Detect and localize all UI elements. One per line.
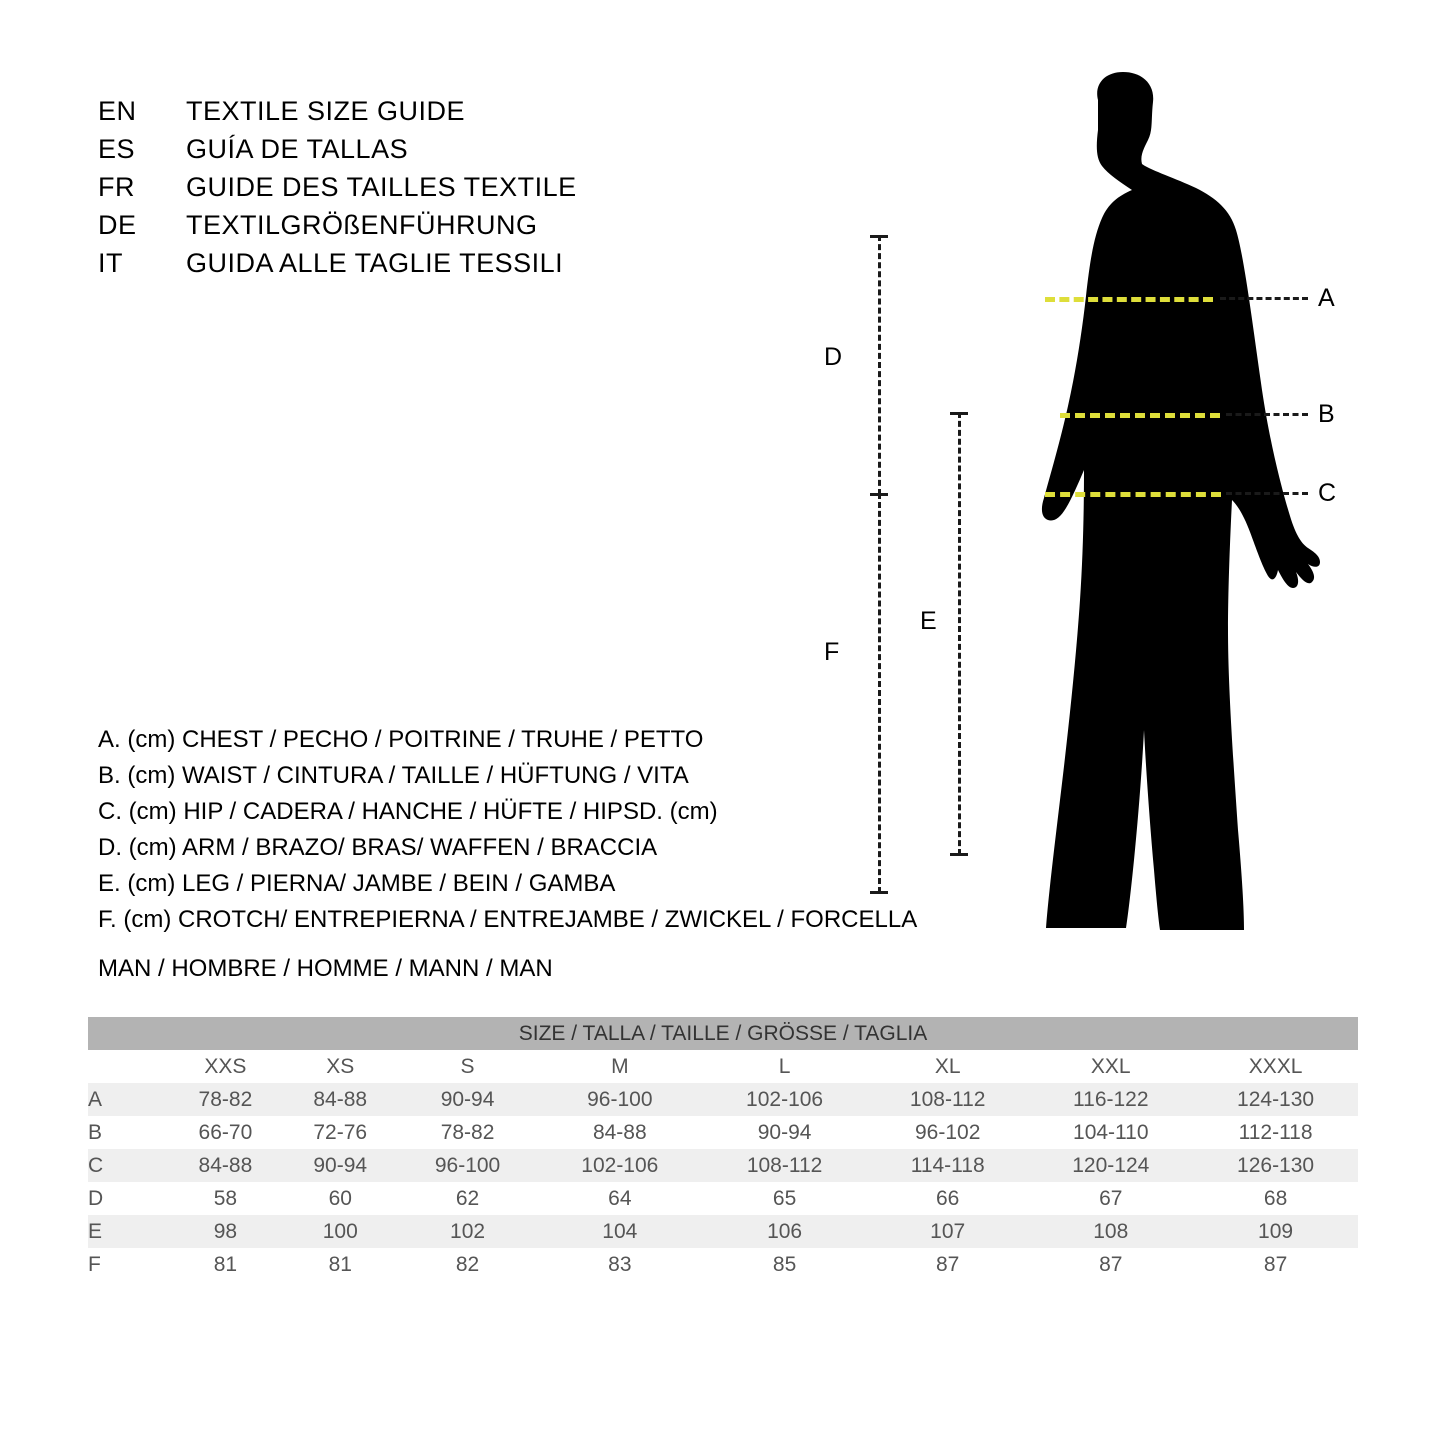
cell-c-s: 96-100 <box>398 1149 538 1182</box>
cell-e-l: 106 <box>702 1215 867 1248</box>
size-header-xs: XS <box>283 1050 398 1083</box>
size-table <box>88 1017 1358 1281</box>
cell-e-s: 102 <box>398 1215 538 1248</box>
row-label-d: D <box>88 1182 168 1215</box>
title-text-it: GUIDA ALLE TAGLIE TESSILI <box>186 248 564 278</box>
cell-d-xs: 60 <box>283 1182 398 1215</box>
cell-c-xxs: 84-88 <box>168 1149 283 1182</box>
dimension-d-label: D <box>824 343 843 371</box>
title-lang-it: IT <box>98 248 123 278</box>
title-lang-es: ES <box>98 134 136 164</box>
row-label-c: C <box>88 1149 168 1182</box>
dimension-f-label: F <box>824 638 840 666</box>
cell-d-xxs: 58 <box>168 1182 283 1215</box>
waist-leader <box>1226 413 1308 416</box>
title-row <box>98 92 718 130</box>
arm-dimension-line <box>878 235 881 495</box>
row-label-e: E <box>88 1215 168 1248</box>
cell-f-xxl: 87 <box>1028 1248 1193 1281</box>
title-row <box>98 130 718 168</box>
cell-a-xxxl: 124-130 <box>1193 1083 1358 1116</box>
leg-dimension-line <box>958 412 961 855</box>
table-row <box>88 1149 1358 1182</box>
cell-d-xxl: 67 <box>1028 1182 1193 1215</box>
leg-dimension-tick-top <box>950 412 968 415</box>
size-header-xxs: XXS <box>168 1050 283 1083</box>
size-header-xxl: XXL <box>1028 1050 1193 1083</box>
cell-a-l: 102-106 <box>702 1083 867 1116</box>
legend-line-d: D. (cm) ARM / BRAZO/ BRAS/ WAFFEN / BRACCIA <box>98 834 658 861</box>
waist-band <box>1060 413 1220 418</box>
title-block <box>98 92 718 282</box>
cell-b-xs: 72-76 <box>283 1116 398 1149</box>
title-lang-fr: FR <box>98 172 135 202</box>
row-label-b: B <box>88 1116 168 1149</box>
table-row <box>88 1182 1358 1215</box>
cell-a-xs: 84-88 <box>283 1083 398 1116</box>
cell-e-xxs: 98 <box>168 1215 283 1248</box>
cell-c-m: 102-106 <box>537 1149 702 1182</box>
cell-f-xxs: 81 <box>168 1248 283 1281</box>
dimension-e-label: E <box>920 607 937 635</box>
arm-dimension-tick-top <box>870 235 888 238</box>
cell-f-s: 82 <box>398 1248 538 1281</box>
cell-d-s: 62 <box>398 1182 538 1215</box>
cell-b-s: 78-82 <box>398 1116 538 1149</box>
table-row <box>88 1215 1358 1248</box>
legend-line-c: C. (cm) HIP / CADERA / HANCHE / HÜFTE / HIPSD. (cm) <box>98 798 718 825</box>
cell-e-xs: 100 <box>283 1215 398 1248</box>
callout-c-label: C <box>1318 479 1337 507</box>
table-header-row <box>88 1017 1358 1050</box>
cell-d-l: 65 <box>702 1182 867 1215</box>
cell-e-xxxl: 109 <box>1193 1215 1358 1248</box>
legend-line-a: A. (cm) CHEST / PECHO / POITRINE / TRUHE / PETTO <box>98 726 704 753</box>
cell-a-xxs: 78-82 <box>168 1083 283 1116</box>
size-header-xxxl: XXXL <box>1193 1050 1358 1083</box>
table-header-label: SIZE / TALLA / TAILLE / GRÖSSE / TAGLIA <box>88 1017 1358 1050</box>
cell-b-l: 90-94 <box>702 1116 867 1149</box>
legend-line-e: E. (cm) LEG / PIERNA/ JAMBE / BEIN / GAMBA <box>98 870 616 897</box>
hip-leader <box>1226 492 1308 495</box>
cell-a-xxl: 116-122 <box>1028 1083 1193 1116</box>
title-lang-en: EN <box>98 96 137 126</box>
cell-c-l: 108-112 <box>702 1149 867 1182</box>
cell-d-xxxl: 68 <box>1193 1182 1358 1215</box>
cell-d-xl: 66 <box>867 1182 1028 1215</box>
cell-b-xl: 96-102 <box>867 1116 1028 1149</box>
title-text-fr: GUIDE DES TAILLES TEXTILE <box>186 172 577 202</box>
row-label-f: F <box>88 1248 168 1281</box>
chest-band <box>1045 297 1213 302</box>
hip-band <box>1045 492 1221 497</box>
cell-b-m: 84-88 <box>537 1116 702 1149</box>
cell-e-xxl: 108 <box>1028 1215 1193 1248</box>
cell-f-m: 83 <box>537 1248 702 1281</box>
cell-b-xxl: 104-110 <box>1028 1116 1193 1149</box>
size-header-m: M <box>537 1050 702 1083</box>
crotch-dimension-tick-bottom <box>870 891 888 894</box>
title-row <box>98 168 718 206</box>
measurement-legend <box>98 722 918 938</box>
cell-d-m: 64 <box>537 1182 702 1215</box>
row-label-a: A <box>88 1083 168 1116</box>
title-text-en: TEXTILE SIZE GUIDE <box>186 96 466 126</box>
size-header-xl: XL <box>867 1050 1028 1083</box>
cell-a-m: 96-100 <box>537 1083 702 1116</box>
cell-b-xxs: 66-70 <box>168 1116 283 1149</box>
table-row <box>88 1116 1358 1149</box>
cell-c-xs: 90-94 <box>283 1149 398 1182</box>
table-corner-cell <box>88 1050 168 1083</box>
cell-a-s: 90-94 <box>398 1083 538 1116</box>
cell-c-xl: 114-118 <box>867 1149 1028 1182</box>
cell-f-xl: 87 <box>867 1248 1028 1281</box>
cell-c-xxl: 120-124 <box>1028 1149 1193 1182</box>
chest-leader <box>1220 297 1308 300</box>
cell-e-m: 104 <box>537 1215 702 1248</box>
cell-f-xxxl: 87 <box>1193 1248 1358 1281</box>
cell-f-xs: 81 <box>283 1248 398 1281</box>
title-row <box>98 244 718 282</box>
legend-line-f: F. (cm) CROTCH/ ENTREPIERNA / ENTREJAMBE / ZWICKEL / FORCELLA <box>98 906 918 933</box>
leg-dimension-tick-bottom <box>950 853 968 856</box>
gender-label: MAN / HOMBRE / HOMME / MANN / MAN <box>98 955 553 982</box>
size-header-s: S <box>398 1050 538 1083</box>
table-row <box>88 1248 1358 1281</box>
callout-a-label: A <box>1318 284 1335 312</box>
male-silhouette-icon <box>990 70 1370 950</box>
cell-f-l: 85 <box>702 1248 867 1281</box>
cell-c-xxxl: 126-130 <box>1193 1149 1358 1182</box>
size-header-l: L <box>702 1050 867 1083</box>
cell-e-xl: 107 <box>867 1215 1028 1248</box>
callout-b-label: B <box>1318 400 1335 428</box>
legend-line-b: B. (cm) WAIST / CINTURA / TAILLE / HÜFTUNG / VITA <box>98 762 689 789</box>
title-text-es: GUÍA DE TALLAS <box>186 134 409 164</box>
title-text-de: TEXTILGRÖßENFÜHRUNG <box>186 210 538 240</box>
table-size-row <box>88 1050 1358 1083</box>
crotch-dimension-line <box>878 493 881 893</box>
figure-diagram <box>824 60 1390 960</box>
cell-a-xl: 108-112 <box>867 1083 1028 1116</box>
title-lang-de: DE <box>98 210 137 240</box>
cell-b-xxxl: 112-118 <box>1193 1116 1358 1149</box>
title-row <box>98 206 718 244</box>
table-row <box>88 1083 1358 1116</box>
